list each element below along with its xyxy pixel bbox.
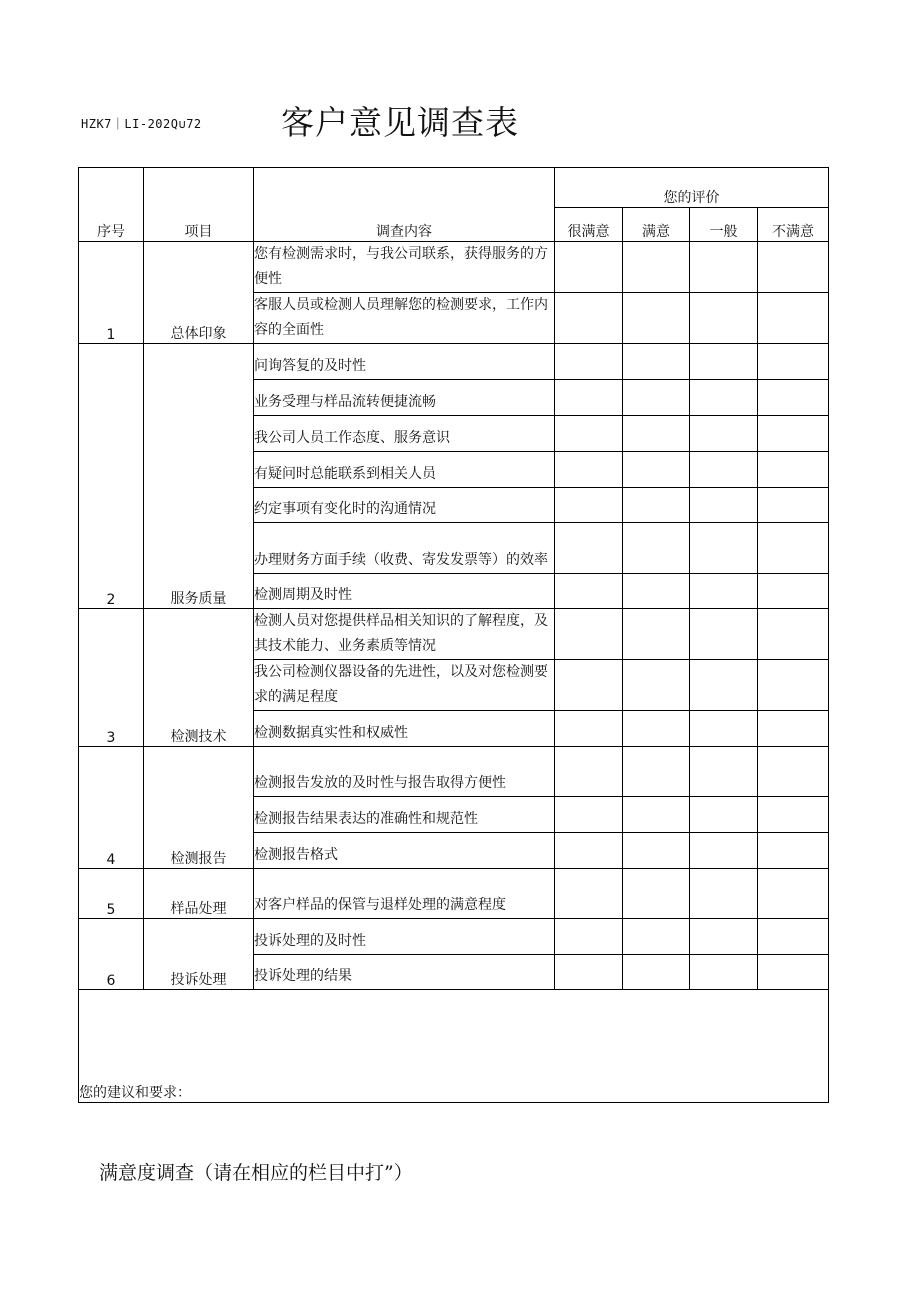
rating-cell[interactable] xyxy=(555,797,623,833)
rating-cell[interactable] xyxy=(623,797,690,833)
survey-row xyxy=(79,609,829,660)
survey-question: 检测人员对您提供样品相关知识的了解程度，及其技术能力、业务素质等情况 xyxy=(254,609,555,660)
survey-question: 检测报告格式 xyxy=(254,833,555,869)
rating-cell[interactable] xyxy=(690,488,758,523)
header-seq: 序号 xyxy=(79,168,144,242)
rating-cell[interactable] xyxy=(555,488,623,523)
survey-question: 对客户样品的保管与退样处理的满意程度 xyxy=(254,869,555,919)
rating-cell[interactable] xyxy=(758,293,829,344)
header-item: 项目 xyxy=(144,168,254,242)
rating-cell[interactable] xyxy=(555,869,623,919)
document-code: HZK7｜LI-202Q∪72 xyxy=(81,117,202,131)
rating-cell[interactable] xyxy=(555,609,623,660)
group-seq: 2 xyxy=(79,344,144,609)
rating-cell[interactable] xyxy=(690,955,758,990)
rating-cell[interactable] xyxy=(555,919,623,955)
group-item: 投诉处理 xyxy=(144,919,254,990)
rating-cell[interactable] xyxy=(623,574,690,609)
rating-cell[interactable] xyxy=(758,711,829,747)
rating-cell[interactable] xyxy=(623,242,690,293)
rating-cell[interactable] xyxy=(623,416,690,452)
rating-cell[interactable] xyxy=(555,242,623,293)
survey-table xyxy=(78,167,829,1103)
rating-cell[interactable] xyxy=(758,452,829,488)
rating-cell[interactable] xyxy=(758,869,829,919)
group-seq: 3 xyxy=(79,609,144,747)
rating-cell[interactable] xyxy=(555,344,623,380)
rating-cell[interactable] xyxy=(690,869,758,919)
survey-question: 投诉处理的结果 xyxy=(254,955,555,990)
group-seq: 6 xyxy=(79,919,144,990)
rating-cell[interactable] xyxy=(623,711,690,747)
group-item: 服务质量 xyxy=(144,344,254,609)
rating-cell[interactable] xyxy=(690,833,758,869)
header-rating-satisfied: 满意 xyxy=(623,208,690,242)
rating-cell[interactable] xyxy=(758,919,829,955)
rating-cell[interactable] xyxy=(690,574,758,609)
group-seq: 5 xyxy=(79,869,144,919)
rating-cell[interactable] xyxy=(758,344,829,380)
survey-row xyxy=(79,242,829,293)
rating-cell[interactable] xyxy=(758,523,829,574)
group-item: 检测技术 xyxy=(144,609,254,747)
rating-cell[interactable] xyxy=(623,523,690,574)
rating-cell[interactable] xyxy=(623,660,690,711)
rating-cell[interactable] xyxy=(690,344,758,380)
survey-question: 问询答复的及时性 xyxy=(254,344,555,380)
header-content: 调查内容 xyxy=(254,168,555,242)
rating-cell[interactable] xyxy=(555,574,623,609)
rating-cell[interactable] xyxy=(690,242,758,293)
rating-cell[interactable] xyxy=(555,452,623,488)
footer-note: 满意度调查（请在相应的栏目中打”） xyxy=(99,1162,413,1184)
survey-question: 检测报告发放的及时性与报告取得方便性 xyxy=(254,747,555,797)
group-seq: 4 xyxy=(79,747,144,869)
rating-cell[interactable] xyxy=(690,452,758,488)
rating-cell[interactable] xyxy=(758,797,829,833)
survey-question: 检测周期及时性 xyxy=(254,574,555,609)
header-evaluation: 您的评价 xyxy=(555,168,829,208)
rating-cell[interactable] xyxy=(623,833,690,869)
survey-question: 我公司人员工作态度、服务意识 xyxy=(254,416,555,452)
document-title: 客户意见调查表 xyxy=(281,103,519,142)
suggestion-field[interactable]: 您的建议和要求： xyxy=(79,990,829,1103)
survey-row xyxy=(79,869,829,919)
survey-question: 您有检测需求时，与我公司联系，获得服务的方便性 xyxy=(254,242,555,293)
rating-cell[interactable] xyxy=(555,711,623,747)
rating-cell[interactable] xyxy=(555,293,623,344)
survey-question: 我公司检测仪器设备的先进性，以及对您检测要求的满足程度 xyxy=(254,660,555,711)
header-rating-average: 一般 xyxy=(690,208,758,242)
rating-cell[interactable] xyxy=(690,523,758,574)
rating-cell[interactable] xyxy=(690,293,758,344)
rating-cell[interactable] xyxy=(555,416,623,452)
rating-cell[interactable] xyxy=(758,574,829,609)
survey-question: 业务受理与样品流转便捷流畅 xyxy=(254,380,555,416)
rating-cell[interactable] xyxy=(690,380,758,416)
survey-question: 检测数据真实性和权威性 xyxy=(254,711,555,747)
survey-row xyxy=(79,919,829,955)
header-rating-very-satisfied: 很满意 xyxy=(555,208,623,242)
rating-cell[interactable] xyxy=(555,955,623,990)
rating-cell[interactable] xyxy=(758,660,829,711)
survey-question: 约定事项有变化时的沟通情况 xyxy=(254,488,555,523)
rating-cell[interactable] xyxy=(555,747,623,797)
rating-cell[interactable] xyxy=(555,833,623,869)
rating-cell[interactable] xyxy=(623,747,690,797)
rating-cell[interactable] xyxy=(758,955,829,990)
rating-cell[interactable] xyxy=(690,609,758,660)
rating-cell[interactable] xyxy=(623,380,690,416)
rating-cell[interactable] xyxy=(623,955,690,990)
rating-cell[interactable] xyxy=(758,609,829,660)
group-item: 样品处理 xyxy=(144,869,254,919)
rating-cell[interactable] xyxy=(555,523,623,574)
rating-cell[interactable] xyxy=(555,660,623,711)
rating-cell[interactable] xyxy=(623,344,690,380)
survey-question: 办理财务方面手续（收费、寄发发票等）的效率 xyxy=(254,523,555,574)
rating-cell[interactable] xyxy=(758,380,829,416)
rating-cell[interactable] xyxy=(623,869,690,919)
rating-cell[interactable] xyxy=(758,416,829,452)
rating-cell[interactable] xyxy=(690,747,758,797)
rating-cell[interactable] xyxy=(758,833,829,869)
group-seq: 1 xyxy=(79,242,144,344)
rating-cell[interactable] xyxy=(690,660,758,711)
rating-cell[interactable] xyxy=(690,416,758,452)
rating-cell[interactable] xyxy=(758,747,829,797)
group-item: 总体印象 xyxy=(144,242,254,344)
rating-cell[interactable] xyxy=(690,797,758,833)
rating-cell[interactable] xyxy=(758,242,829,293)
survey-question: 有疑问时总能联系到相关人员 xyxy=(254,452,555,488)
rating-cell[interactable] xyxy=(555,380,623,416)
rating-cell[interactable] xyxy=(623,488,690,523)
group-item: 检测报告 xyxy=(144,747,254,869)
rating-cell[interactable] xyxy=(623,293,690,344)
survey-question: 检测报告结果表达的准确性和规范性 xyxy=(254,797,555,833)
survey-question: 客服人员或检测人员理解您的检测要求，工作内容的全面性 xyxy=(254,293,555,344)
header-rating-dissatisfied: 不满意 xyxy=(758,208,829,242)
survey-question: 投诉处理的及时性 xyxy=(254,919,555,955)
rating-cell[interactable] xyxy=(623,452,690,488)
rating-cell[interactable] xyxy=(690,711,758,747)
rating-cell[interactable] xyxy=(623,919,690,955)
rating-cell[interactable] xyxy=(623,609,690,660)
survey-row xyxy=(79,747,829,797)
survey-row xyxy=(79,344,829,380)
rating-cell[interactable] xyxy=(758,488,829,523)
rating-cell[interactable] xyxy=(690,919,758,955)
